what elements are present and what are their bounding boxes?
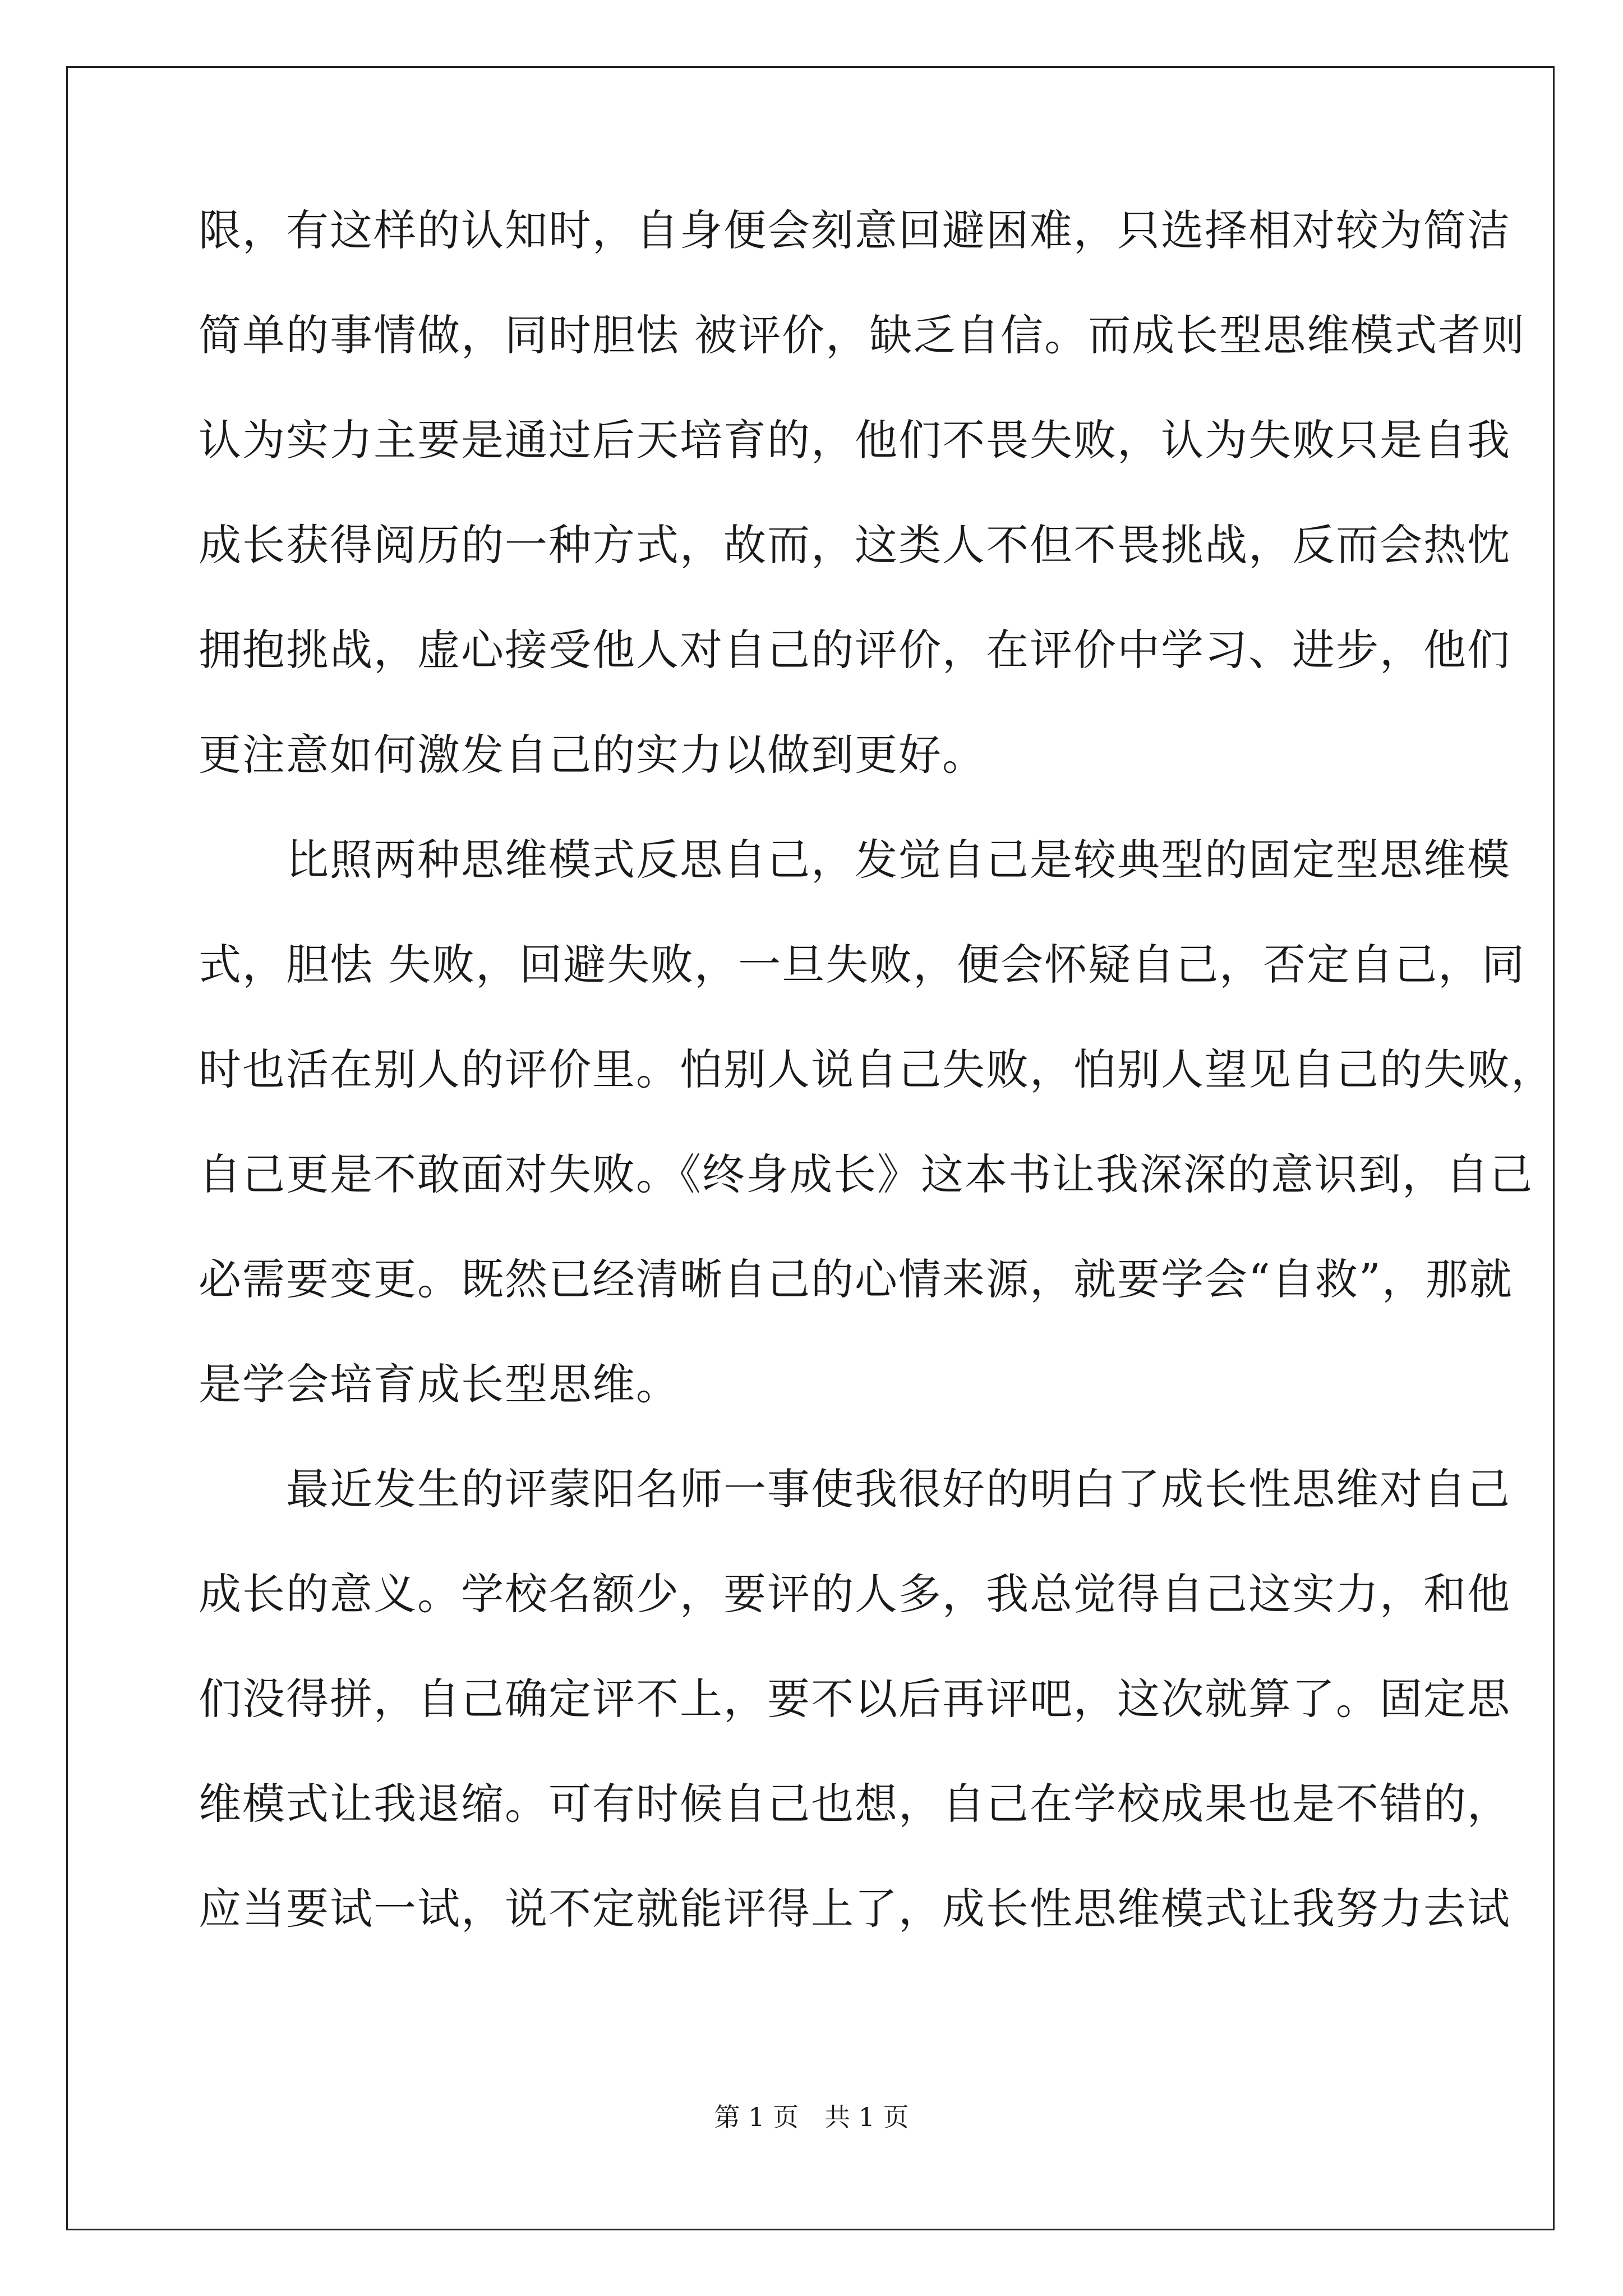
text-line: 比照两种思维模式反思自己，发觉自己是较典型的固定型思维模 bbox=[199, 835, 1511, 885]
text-line: 时也活在别人的评价里。怕别人说自己失败，怕别人望见自己的失败， bbox=[199, 1045, 1555, 1094]
text-line: 维模式让我退缩。可有时候自己也想，自己在学校成果也是不错的， bbox=[199, 1779, 1511, 1829]
text-line: 最近发生的评蒙阳名师一事使我很好的明白了成长性思维对自己 bbox=[199, 1464, 1511, 1514]
text-line: 们没得拼，自己确定评不上，要不以后再评吧，这次就算了。固定思 bbox=[199, 1674, 1511, 1724]
text-line: 简单的事情做，同时胆怯 被评价，缺乏自信。而成长型思维模式者则 bbox=[199, 310, 1526, 360]
text-line: 认为实力主要是通过后天培育的，他们不畏失败，认为失败只是自我 bbox=[199, 415, 1511, 465]
text-line: 拥抱挑战，虚心接受他人对自己的评价，在评价中学习、进步，他们 bbox=[199, 625, 1511, 675]
text-line: 成长获得阅历的一种方式，故而，这类人不但不畏挑战，反而会热忱 bbox=[199, 520, 1511, 570]
text-line: 是学会培育成长型思维。 bbox=[199, 1359, 680, 1409]
page-number: 第 1 页 bbox=[714, 2102, 799, 2132]
text-line: 必需要变更。既然已经清晰自己的心情来源，就要学会“自救”，那就 bbox=[199, 1254, 1513, 1304]
text-line: 限，有这样的认知时，自身便会刻意回避困难，只选择相对较为简洁 bbox=[199, 205, 1511, 255]
page-total: 共 1 页 bbox=[824, 2102, 909, 2132]
page-footer bbox=[0, 2101, 1623, 2133]
text-line: 应当要试一试，说不定就能评得上了，成长性思维模式让我努力去试 bbox=[199, 1884, 1511, 1934]
body-text bbox=[199, 205, 1555, 1994]
text-line: 成长的意义。学校名额少，要评的人多，我总觉得自己这实力，和他 bbox=[199, 1569, 1511, 1619]
text-line: 更注意如何激发自己的实力以做到更好。 bbox=[199, 730, 986, 780]
text-line: 式，胆怯 失败，回避失败，一旦失败，便会怀疑自己，否定自己，同 bbox=[199, 940, 1526, 990]
text-line: 自己更是不敢面对失败。《终身成长》这本书让我深深的意识到，自己 bbox=[199, 1149, 1533, 1199]
